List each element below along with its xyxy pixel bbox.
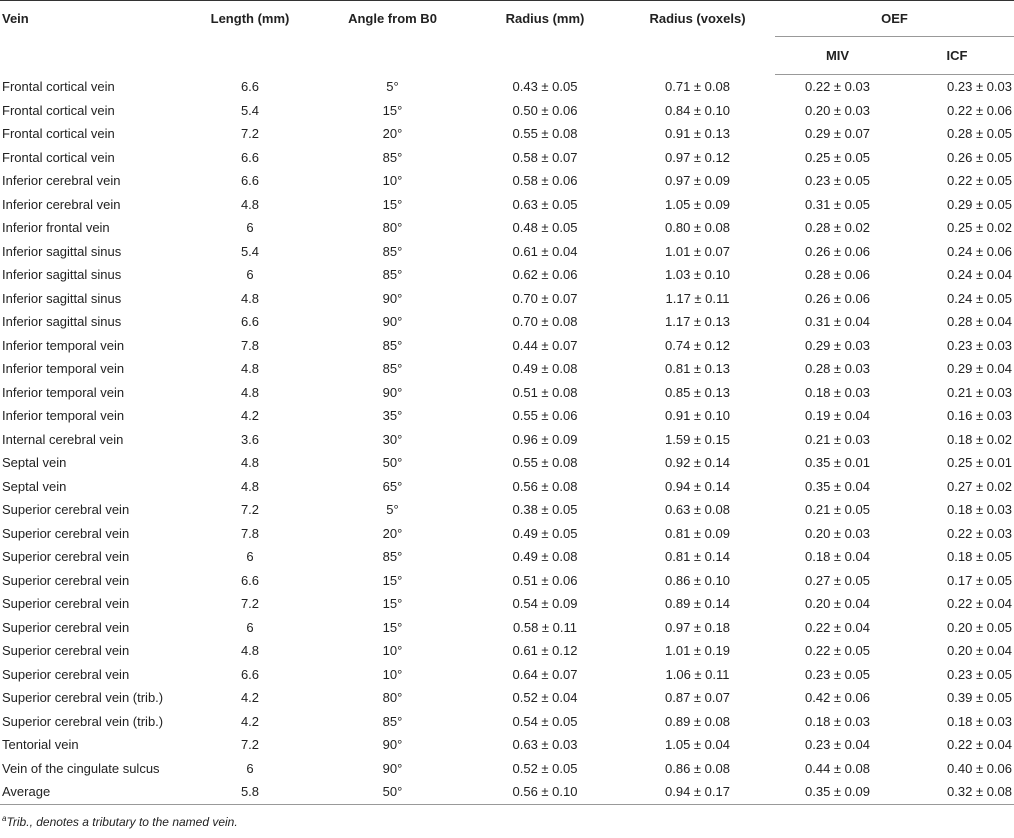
table-row bbox=[0, 757, 1014, 781]
cell-oef-icf: 0.40 ± 0.06 bbox=[947, 760, 1013, 776]
cell-radius-mm: 0.61 ± 0.04 bbox=[512, 243, 578, 259]
cell-angle: 80° bbox=[382, 690, 403, 706]
cell-length: 5.8 bbox=[185, 780, 315, 804]
cell-radius-mm: 0.52 ± 0.04 bbox=[512, 690, 578, 706]
cell-oef-icf: 0.18 ± 0.03 bbox=[947, 502, 1013, 518]
cell-vein: Superior cerebral vein (trib.) bbox=[2, 713, 164, 729]
cell-vein: Superior cerebral vein bbox=[2, 572, 130, 588]
cell-oef-icf: 0.22 ± 0.06 bbox=[947, 102, 1013, 118]
table-row bbox=[0, 733, 1014, 757]
table-row bbox=[0, 334, 1014, 358]
cell-angle: 85° bbox=[382, 267, 403, 283]
cell-radius-voxels: 0.87 ± 0.07 bbox=[665, 690, 730, 706]
cell-angle: 50° bbox=[382, 455, 403, 471]
cell-oef-icf: 0.39 ± 0.05 bbox=[947, 690, 1013, 706]
cell-vein: Inferior cerebral vein bbox=[2, 196, 121, 212]
cell-radius-voxels: 0.97 ± 0.12 bbox=[665, 149, 730, 165]
table-row bbox=[0, 498, 1014, 522]
header-radius-mm: Radius (mm) bbox=[470, 1, 620, 75]
table-row bbox=[0, 780, 1014, 804]
cell-oef-miv: 0.23 ± 0.04 bbox=[805, 737, 870, 753]
cell-radius-mm: 0.54 ± 0.09 bbox=[512, 596, 578, 612]
cell-length: 6 bbox=[246, 549, 254, 565]
table-row bbox=[0, 616, 1014, 640]
cell-radius-mm: 0.48 ± 0.05 bbox=[512, 220, 578, 236]
cell-oef-icf: 0.16 ± 0.03 bbox=[947, 408, 1013, 424]
cell-length: 7.2 bbox=[240, 596, 260, 612]
cell-oef-miv: 0.23 ± 0.05 bbox=[805, 666, 870, 682]
cell-length: 5.4 bbox=[240, 102, 260, 118]
cell-angle: 15° bbox=[382, 572, 403, 588]
cell-oef-icf: 0.18 ± 0.03 bbox=[947, 713, 1013, 729]
cell-oef-miv: 0.20 ± 0.04 bbox=[805, 596, 870, 612]
cell-angle: 5° bbox=[386, 79, 399, 94]
cell-vein: Inferior temporal vein bbox=[2, 361, 125, 377]
table-row bbox=[0, 710, 1014, 734]
table-footnote bbox=[0, 814, 1014, 829]
table-row bbox=[0, 592, 1014, 616]
cell-oef-miv: 0.18 ± 0.03 bbox=[805, 384, 870, 400]
cell-vein: Superior cerebral vein bbox=[2, 549, 130, 565]
cell-angle: 90° bbox=[382, 290, 403, 306]
cell-oef-miv: 0.22 ± 0.05 bbox=[805, 643, 870, 659]
cell-radius-voxels: 0.71 ± 0.08 bbox=[665, 79, 730, 94]
cell-vein: Septal vein bbox=[2, 455, 67, 471]
cell-vein: Vein of the cingulate sulcus bbox=[2, 760, 160, 776]
cell-radius-voxels: 0.81 ± 0.14 bbox=[665, 549, 730, 565]
cell-radius-voxels: 0.74 ± 0.12 bbox=[665, 337, 730, 353]
header-vein: Vein bbox=[0, 1, 185, 75]
cell-length: 6 bbox=[246, 220, 254, 236]
cell-oef-miv: 0.23 ± 0.05 bbox=[805, 173, 870, 189]
header-angle: Angle from B0 bbox=[315, 1, 470, 75]
cell-length: 4.2 bbox=[240, 713, 260, 729]
cell-length: 6.6 bbox=[240, 314, 260, 330]
cell-oef-icf: 0.22 ± 0.04 bbox=[947, 596, 1013, 612]
table-row bbox=[0, 686, 1014, 710]
cell-radius-voxels: 0.84 ± 0.10 bbox=[665, 102, 730, 118]
cell-vein: Superior cerebral vein (trib.) bbox=[2, 690, 164, 706]
table-row bbox=[0, 381, 1014, 405]
cell-oef-miv: 0.22 ± 0.03 bbox=[805, 79, 870, 95]
cell-length: 7.2 bbox=[240, 502, 260, 518]
cell-radius-voxels: 1.01 ± 0.07 bbox=[665, 243, 730, 259]
cell-radius-voxels: 0.81 ± 0.09 bbox=[665, 525, 730, 541]
table-row bbox=[0, 310, 1014, 334]
cell-oef-icf: 0.21 ± 0.03 bbox=[947, 384, 1013, 400]
cell-vein: Inferior frontal vein bbox=[2, 220, 110, 236]
cell-angle: 5° bbox=[386, 502, 399, 518]
cell-angle: 85° bbox=[382, 337, 403, 353]
cell-oef-miv: 0.26 ± 0.06 bbox=[805, 290, 870, 306]
header-oef-icf: ICF bbox=[900, 37, 1014, 75]
cell-length: 6.6 bbox=[240, 79, 260, 94]
cell-oef-icf: 0.25 ± 0.01 bbox=[947, 455, 1013, 471]
cell-oef-icf: 0.28 ± 0.04 bbox=[947, 314, 1013, 330]
cell-angle: 90° bbox=[382, 384, 403, 400]
table-header bbox=[0, 1, 1014, 75]
cell-radius-mm: 0.64 ± 0.07 bbox=[512, 666, 578, 682]
cell-radius-voxels: 1.05 ± 0.04 bbox=[665, 737, 730, 753]
cell-oef-miv: 0.26 ± 0.06 bbox=[805, 243, 870, 259]
cell-length: 6.6 bbox=[240, 572, 260, 588]
cell-angle: 10° bbox=[382, 666, 403, 682]
cell-radius-mm: 0.56 ± 0.10 bbox=[470, 780, 620, 804]
cell-vein: Septal vein bbox=[2, 478, 67, 494]
cell-oef-icf: 0.32 ± 0.08 bbox=[900, 780, 1014, 804]
cell-angle: 35° bbox=[382, 408, 403, 424]
table-row bbox=[0, 404, 1014, 428]
cell-length: 6 bbox=[246, 267, 254, 283]
cell-radius-voxels: 0.86 ± 0.10 bbox=[665, 572, 730, 588]
cell-radius-mm: 0.58 ± 0.06 bbox=[512, 173, 578, 189]
cell-length: 6.6 bbox=[240, 149, 260, 165]
header-oef-miv: MIV bbox=[775, 37, 900, 75]
cell-length: 7.8 bbox=[240, 525, 260, 541]
cell-oef-miv: 0.28 ± 0.06 bbox=[805, 267, 870, 283]
cell-radius-voxels: 0.81 ± 0.13 bbox=[665, 361, 730, 377]
cell-vein: Superior cerebral vein bbox=[2, 502, 130, 518]
table-row bbox=[0, 639, 1014, 663]
cell-radius-mm: 0.63 ± 0.03 bbox=[512, 737, 578, 753]
cell-length: 3.6 bbox=[240, 431, 260, 447]
cell-oef-miv: 0.20 ± 0.03 bbox=[805, 525, 870, 541]
cell-vein: Frontal cortical vein bbox=[2, 126, 115, 142]
table-row bbox=[0, 146, 1014, 170]
cell-length: 6.6 bbox=[240, 666, 260, 682]
cell-radius-mm: 0.56 ± 0.08 bbox=[512, 478, 578, 494]
cell-vein: Superior cerebral vein bbox=[2, 666, 130, 682]
cell-oef-miv: 0.19 ± 0.04 bbox=[805, 408, 870, 424]
cell-length: 7.2 bbox=[240, 126, 260, 142]
cell-vein: Inferior sagittal sinus bbox=[2, 267, 122, 283]
cell-oef-icf: 0.18 ± 0.02 bbox=[947, 431, 1013, 447]
cell-oef-icf: 0.23 ± 0.03 bbox=[947, 337, 1013, 353]
cell-oef-miv: 0.18 ± 0.04 bbox=[805, 549, 870, 565]
cell-vein: Inferior temporal vein bbox=[2, 408, 125, 424]
cell-angle: 85° bbox=[382, 149, 403, 165]
table-row bbox=[0, 451, 1014, 475]
cell-oef-miv: 0.22 ± 0.04 bbox=[805, 619, 870, 635]
cell-oef-icf: 0.28 ± 0.05 bbox=[947, 126, 1013, 142]
cell-radius-mm: 0.70 ± 0.07 bbox=[512, 290, 578, 306]
cell-radius-mm: 0.49 ± 0.08 bbox=[512, 361, 578, 377]
cell-angle: 90° bbox=[382, 314, 403, 330]
cell-length: 4.8 bbox=[240, 643, 260, 659]
cell-length: 4.8 bbox=[240, 455, 260, 471]
cell-oef-icf: 0.26 ± 0.05 bbox=[947, 149, 1013, 165]
cell-radius-mm: 0.61 ± 0.12 bbox=[512, 643, 578, 659]
cell-radius-mm: 0.62 ± 0.06 bbox=[512, 267, 578, 283]
cell-vein: Superior cerebral vein bbox=[2, 619, 130, 635]
header-radius-voxels: Radius (voxels) bbox=[620, 1, 775, 75]
cell-oef-icf: 0.23 ± 0.03 bbox=[947, 79, 1013, 95]
cell-vein: Inferior sagittal sinus bbox=[2, 314, 122, 330]
cell-oef-miv: 0.21 ± 0.05 bbox=[805, 502, 870, 518]
cell-length: 7.8 bbox=[240, 337, 260, 353]
cell-oef-miv: 0.42 ± 0.06 bbox=[805, 690, 870, 706]
cell-oef-icf: 0.24 ± 0.05 bbox=[947, 290, 1013, 306]
table-row bbox=[0, 522, 1014, 546]
cell-length: 6 bbox=[246, 619, 254, 635]
cell-oef-icf: 0.17 ± 0.05 bbox=[947, 572, 1013, 588]
cell-radius-mm: 0.44 ± 0.07 bbox=[512, 337, 578, 353]
table-row bbox=[0, 193, 1014, 217]
cell-radius-voxels: 0.89 ± 0.08 bbox=[665, 713, 730, 729]
cell-radius-voxels: 0.94 ± 0.17 bbox=[620, 780, 775, 804]
footnote-text: Trib., denotes a tributary to the named vein. bbox=[6, 814, 238, 829]
cell-radius-mm: 0.70 ± 0.08 bbox=[512, 314, 578, 330]
cell-radius-voxels: 1.06 ± 0.11 bbox=[665, 666, 730, 682]
cell-vein: Frontal cortical vein bbox=[2, 79, 115, 94]
cell-radius-mm: 0.49 ± 0.08 bbox=[512, 549, 578, 565]
cell-radius-voxels: 1.17 ± 0.13 bbox=[665, 314, 730, 330]
cell-oef-miv: 0.20 ± 0.03 bbox=[805, 102, 870, 118]
table-row bbox=[0, 263, 1014, 287]
cell-oef-icf: 0.29 ± 0.04 bbox=[947, 361, 1013, 377]
cell-radius-voxels: 1.03 ± 0.10 bbox=[665, 267, 730, 283]
cell-radius-voxels: 0.63 ± 0.08 bbox=[665, 502, 730, 518]
cell-radius-mm: 0.49 ± 0.05 bbox=[512, 525, 578, 541]
cell-vein: Superior cerebral vein bbox=[2, 525, 130, 541]
cell-angle: 15° bbox=[382, 596, 403, 612]
header-oef: OEF bbox=[775, 1, 1014, 37]
table-row bbox=[0, 475, 1014, 499]
cell-length: 5.4 bbox=[240, 243, 260, 259]
cell-radius-mm: 0.58 ± 0.07 bbox=[512, 149, 578, 165]
cell-oef-icf: 0.24 ± 0.04 bbox=[947, 267, 1013, 283]
cell-length: 4.8 bbox=[240, 478, 260, 494]
table-body bbox=[0, 75, 1014, 805]
cell-radius-voxels: 0.86 ± 0.08 bbox=[665, 760, 730, 776]
cell-oef-icf: 0.27 ± 0.02 bbox=[947, 478, 1013, 494]
cell-length: 4.8 bbox=[240, 361, 260, 377]
cell-radius-voxels: 0.94 ± 0.14 bbox=[665, 478, 730, 494]
cell-vein: Inferior sagittal sinus bbox=[2, 290, 122, 306]
cell-angle: 15° bbox=[382, 196, 403, 212]
cell-radius-voxels: 0.97 ± 0.18 bbox=[665, 619, 730, 635]
cell-oef-icf: 0.25 ± 0.02 bbox=[947, 220, 1013, 236]
cell-oef-icf: 0.20 ± 0.04 bbox=[947, 643, 1013, 659]
cell-length: 4.8 bbox=[240, 290, 260, 306]
table-row bbox=[0, 287, 1014, 311]
cell-angle: 85° bbox=[382, 243, 403, 259]
cell-radius-voxels: 0.92 ± 0.14 bbox=[665, 455, 730, 471]
cell-angle: 20° bbox=[382, 525, 403, 541]
cell-length: 6 bbox=[246, 760, 254, 776]
cell-oef-miv: 0.35 ± 0.09 bbox=[775, 780, 900, 804]
cell-oef-icf: 0.23 ± 0.05 bbox=[947, 666, 1013, 682]
cell-oef-miv: 0.31 ± 0.05 bbox=[805, 196, 870, 212]
cell-vein: Inferior sagittal sinus bbox=[2, 243, 122, 259]
cell-oef-miv: 0.25 ± 0.05 bbox=[805, 149, 870, 165]
cell-angle: 50° bbox=[315, 780, 470, 804]
cell-angle: 15° bbox=[382, 619, 403, 635]
table-row bbox=[0, 663, 1014, 687]
cell-vein: Superior cerebral vein bbox=[2, 596, 130, 612]
cell-oef-miv: 0.44 ± 0.08 bbox=[805, 760, 870, 776]
cell-oef-miv: 0.35 ± 0.01 bbox=[805, 455, 870, 471]
cell-oef-icf: 0.24 ± 0.06 bbox=[947, 243, 1013, 259]
cell-radius-mm: 0.52 ± 0.05 bbox=[512, 760, 578, 776]
cell-length: 4.8 bbox=[240, 196, 260, 212]
cell-radius-mm: 0.50 ± 0.06 bbox=[512, 102, 578, 118]
cell-oef-icf: 0.29 ± 0.05 bbox=[947, 196, 1013, 212]
cell-length: 4.2 bbox=[240, 408, 260, 424]
cell-radius-mm: 0.51 ± 0.08 bbox=[512, 384, 578, 400]
cell-radius-mm: 0.58 ± 0.11 bbox=[513, 619, 577, 635]
cell-radius-mm: 0.55 ± 0.06 bbox=[512, 408, 578, 424]
cell-vein: Frontal cortical vein bbox=[2, 149, 115, 165]
table-row bbox=[0, 169, 1014, 193]
cell-radius-voxels: 0.91 ± 0.10 bbox=[665, 408, 730, 424]
cell-radius-mm: 0.43 ± 0.05 bbox=[512, 79, 578, 94]
cell-radius-mm: 0.55 ± 0.08 bbox=[512, 455, 578, 471]
cell-vein: Average bbox=[0, 780, 185, 804]
cell-vein: Internal cerebral vein bbox=[2, 431, 124, 447]
cell-oef-miv: 0.28 ± 0.03 bbox=[805, 361, 870, 377]
cell-radius-mm: 0.55 ± 0.08 bbox=[512, 126, 578, 142]
cell-radius-voxels: 0.97 ± 0.09 bbox=[665, 173, 730, 189]
cell-radius-voxels: 0.85 ± 0.13 bbox=[665, 384, 730, 400]
cell-radius-mm: 0.54 ± 0.05 bbox=[512, 713, 578, 729]
cell-radius-voxels: 0.80 ± 0.08 bbox=[665, 220, 730, 236]
cell-radius-mm: 0.38 ± 0.05 bbox=[512, 502, 578, 518]
cell-oef-icf: 0.22 ± 0.05 bbox=[947, 173, 1013, 189]
table-row bbox=[0, 122, 1014, 146]
table-row bbox=[0, 545, 1014, 569]
table-row bbox=[0, 428, 1014, 452]
cell-oef-icf: 0.18 ± 0.05 bbox=[947, 549, 1013, 565]
cell-oef-icf: 0.22 ± 0.03 bbox=[947, 525, 1013, 541]
cell-radius-voxels: 1.59 ± 0.15 bbox=[665, 431, 730, 447]
cell-oef-miv: 0.21 ± 0.03 bbox=[805, 431, 870, 447]
cell-angle: 65° bbox=[382, 478, 403, 494]
cell-vein: Frontal cortical vein bbox=[2, 102, 115, 118]
cell-vein: Tentorial vein bbox=[2, 737, 79, 753]
cell-angle: 80° bbox=[382, 220, 403, 236]
cell-vein: Superior cerebral vein bbox=[2, 643, 130, 659]
cell-oef-miv: 0.31 ± 0.04 bbox=[805, 314, 870, 330]
cell-oef-miv: 0.18 ± 0.03 bbox=[805, 713, 870, 729]
cell-angle: 15° bbox=[382, 102, 403, 118]
cell-angle: 90° bbox=[382, 737, 403, 753]
cell-oef-miv: 0.29 ± 0.07 bbox=[805, 126, 870, 142]
cell-angle: 85° bbox=[382, 549, 403, 565]
table-row bbox=[0, 216, 1014, 240]
cell-radius-voxels: 0.89 ± 0.14 bbox=[665, 596, 730, 612]
cell-length: 7.2 bbox=[240, 737, 260, 753]
cell-radius-voxels: 1.17 ± 0.11 bbox=[665, 290, 730, 306]
cell-radius-voxels: 1.05 ± 0.09 bbox=[665, 196, 730, 212]
header-row-primary bbox=[0, 1, 1014, 37]
cell-angle: 30° bbox=[382, 431, 403, 447]
cell-radius-voxels: 0.91 ± 0.13 bbox=[665, 126, 730, 142]
cell-vein: Inferior temporal vein bbox=[2, 384, 125, 400]
cell-angle: 90° bbox=[382, 760, 403, 776]
cell-vein: Inferior temporal vein bbox=[2, 337, 125, 353]
cell-oef-icf: 0.20 ± 0.05 bbox=[947, 619, 1013, 635]
cell-radius-mm: 0.51 ± 0.06 bbox=[512, 572, 578, 588]
cell-vein: Inferior cerebral vein bbox=[2, 173, 121, 189]
table-row bbox=[0, 75, 1014, 99]
cell-oef-icf: 0.22 ± 0.04 bbox=[947, 737, 1013, 753]
cell-oef-miv: 0.29 ± 0.03 bbox=[805, 337, 870, 353]
cell-oef-miv: 0.28 ± 0.02 bbox=[805, 220, 870, 236]
cell-oef-miv: 0.35 ± 0.04 bbox=[805, 478, 870, 494]
cell-angle: 85° bbox=[382, 713, 403, 729]
cell-length: 4.8 bbox=[240, 384, 260, 400]
table-row bbox=[0, 240, 1014, 264]
cell-length: 6.6 bbox=[240, 173, 260, 189]
cell-length: 4.2 bbox=[240, 690, 260, 706]
cell-radius-voxels: 1.01 ± 0.19 bbox=[665, 643, 730, 659]
header-length: Length (mm) bbox=[185, 1, 315, 75]
table-row bbox=[0, 569, 1014, 593]
cell-angle: 85° bbox=[382, 361, 403, 377]
table-row bbox=[0, 99, 1014, 123]
cell-oef-miv: 0.27 ± 0.05 bbox=[805, 572, 870, 588]
cell-angle: 10° bbox=[382, 643, 403, 659]
cell-radius-mm: 0.63 ± 0.05 bbox=[512, 196, 578, 212]
cell-angle: 20° bbox=[382, 126, 403, 142]
table-row bbox=[0, 357, 1014, 381]
footnote-marker: a bbox=[2, 813, 7, 823]
cell-angle: 10° bbox=[382, 173, 403, 189]
cell-radius-mm: 0.96 ± 0.09 bbox=[512, 431, 578, 447]
